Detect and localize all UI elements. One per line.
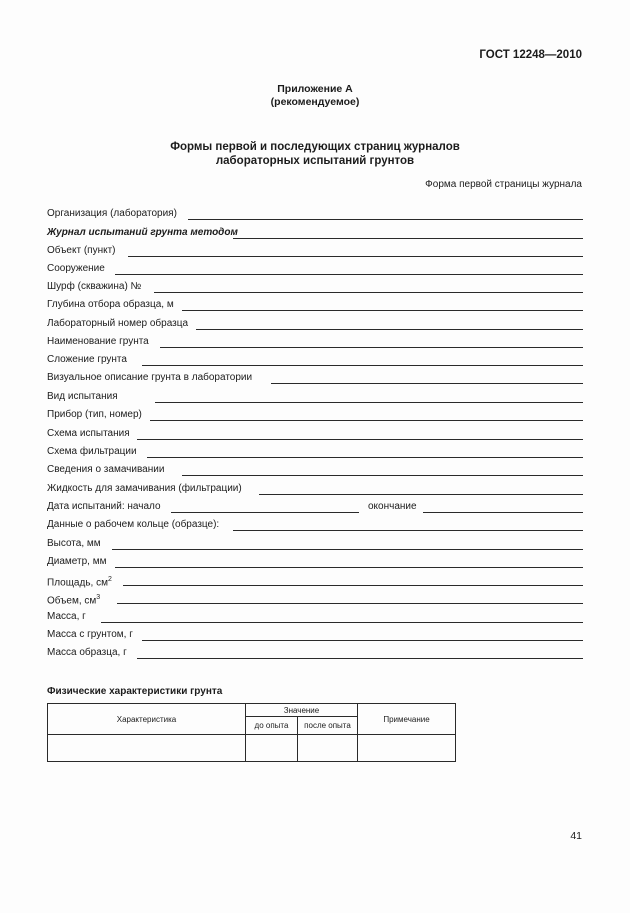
table-cell[interactable]	[246, 735, 298, 762]
header-note: Примечание	[358, 704, 456, 735]
field-label: Наименование грунта	[47, 336, 149, 347]
field-filtration-scheme	[47, 446, 583, 460]
field-label: Лабораторный номер образца	[47, 318, 189, 329]
field-label: Визуальное описание грунта в лаборатории	[47, 372, 253, 383]
header-characteristic: Характеристика	[48, 704, 246, 735]
field-organization	[47, 208, 583, 222]
field-sample-mass	[47, 647, 583, 661]
header-value: Значение	[246, 704, 358, 717]
field-label: Журнал испытаний грунта методом	[47, 227, 238, 238]
fill-line[interactable]	[233, 238, 583, 239]
fill-line[interactable]	[271, 383, 583, 384]
field-ring-data	[47, 519, 583, 533]
field-label: Масса, г	[47, 611, 86, 622]
field-soil-name	[47, 336, 583, 350]
field-soaking-info	[47, 464, 583, 478]
field-label	[47, 574, 112, 589]
form-label: Форма первой страницы журнала	[425, 179, 582, 190]
table-cell[interactable]	[298, 735, 358, 762]
fill-line[interactable]	[160, 347, 583, 348]
field-label: Сложение грунта	[47, 354, 127, 365]
fill-line[interactable]	[137, 658, 583, 659]
field-journal	[47, 227, 583, 241]
table-row	[48, 735, 456, 762]
field-label: Сооружение	[47, 263, 105, 274]
field-diameter	[47, 556, 583, 570]
fill-line[interactable]	[142, 365, 583, 366]
field-label: Организация (лаборатория)	[47, 208, 177, 219]
fill-line-end[interactable]	[423, 512, 583, 513]
fill-line-start[interactable]	[171, 512, 359, 513]
field-label: Схема фильтрации	[47, 446, 137, 457]
fill-line[interactable]	[142, 640, 583, 641]
appendix-subtitle: (рекомендуемое)	[270, 96, 360, 108]
field-label: Диаметр, мм	[47, 556, 107, 567]
field-label-end: окончание	[368, 501, 417, 512]
fill-line[interactable]	[150, 420, 583, 421]
field-label: Сведения о замачивании	[47, 464, 165, 475]
field-visual-description	[47, 372, 583, 386]
fill-line[interactable]	[259, 494, 583, 495]
fill-line[interactable]	[233, 530, 583, 531]
fill-line[interactable]	[123, 585, 583, 586]
area-superscript: 2	[107, 576, 112, 583]
field-label: Шурф (скважина) №	[47, 281, 142, 292]
volume-superscript: 3	[96, 594, 101, 601]
fill-line[interactable]	[137, 439, 583, 440]
table-cell[interactable]	[48, 735, 246, 762]
header-before: до опыта	[246, 717, 298, 735]
field-area	[47, 574, 583, 588]
table-cell[interactable]	[358, 735, 456, 762]
fill-line[interactable]	[128, 256, 583, 257]
field-label: Глубина отбора образца, м	[47, 299, 174, 310]
field-lab-number	[47, 318, 583, 332]
field-volume	[47, 592, 583, 606]
field-label	[47, 592, 100, 607]
field-label: Объект (пункт)	[47, 245, 116, 256]
field-label: Прибор (тип, номер)	[47, 409, 142, 420]
field-depth	[47, 299, 583, 313]
field-soaking-liquid	[47, 483, 583, 497]
fill-line[interactable]	[188, 219, 583, 220]
field-mass-with-soil	[47, 629, 583, 643]
page-number: 41	[570, 830, 582, 842]
fill-line[interactable]	[101, 622, 583, 623]
field-label: Дата испытаний: начало	[47, 501, 161, 512]
field-soil-composition	[47, 354, 583, 368]
header-after: после опыта	[298, 717, 358, 735]
field-mass	[47, 611, 583, 625]
fill-line[interactable]	[117, 603, 583, 604]
field-label: Высота, мм	[47, 538, 101, 549]
field-label: Схема испытания	[47, 428, 130, 439]
field-label: Масса с грунтом, г	[47, 629, 133, 640]
field-test-scheme	[47, 428, 583, 442]
field-test-dates	[47, 501, 583, 515]
fill-line[interactable]	[154, 292, 583, 293]
field-label: Жидкость для замачивания (фильтрации)	[47, 483, 242, 494]
field-device	[47, 409, 583, 423]
fill-line[interactable]	[155, 402, 583, 403]
fill-line[interactable]	[115, 274, 583, 275]
standard-number: ГОСТ 12248—2010	[479, 49, 582, 61]
volume-label-text: Объем, см	[47, 595, 97, 607]
main-title-line1: Формы первой и последующих страниц журналов	[170, 141, 460, 153]
fill-line[interactable]	[182, 475, 583, 476]
physical-characteristics-table	[47, 703, 456, 762]
field-object	[47, 245, 583, 259]
appendix-title: Приложение А	[277, 83, 353, 95]
field-label: Данные о рабочем кольце (образце):	[47, 519, 220, 530]
fill-line[interactable]	[182, 310, 583, 311]
field-test-type	[47, 391, 583, 405]
fill-line[interactable]	[115, 567, 583, 568]
field-label: Масса образца, г	[47, 647, 127, 658]
field-pit	[47, 281, 583, 295]
area-label-text: Площадь, см	[47, 577, 108, 589]
field-height	[47, 538, 583, 552]
field-structure	[47, 263, 583, 277]
physical-section-title: Физические характеристики грунта	[47, 686, 223, 697]
fill-line[interactable]	[112, 549, 583, 550]
field-label: Вид испытания	[47, 391, 118, 402]
fill-line[interactable]	[147, 457, 583, 458]
fill-line[interactable]	[196, 329, 583, 330]
main-title-line2: лабораторных испытаний грунтов	[215, 155, 415, 167]
